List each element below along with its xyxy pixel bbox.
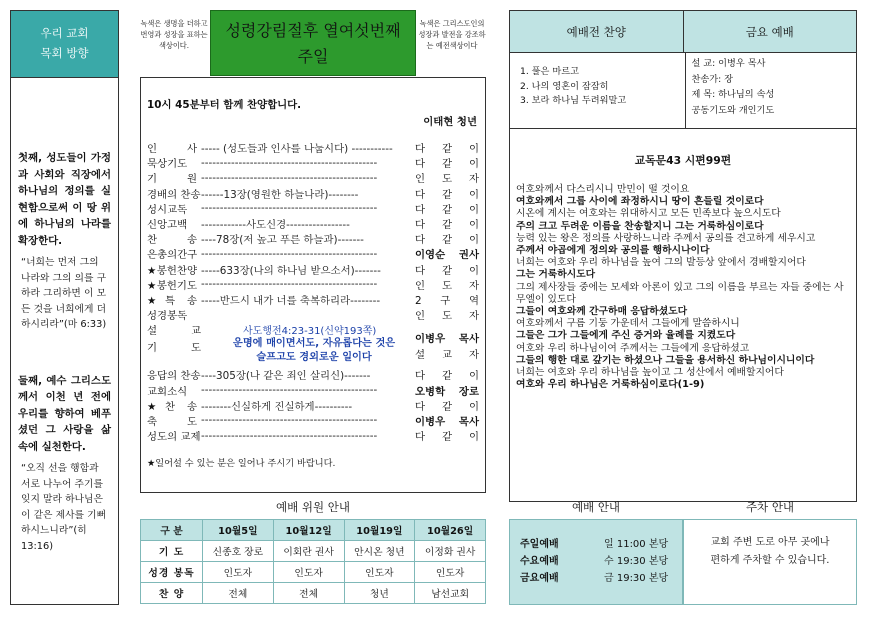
- staff-name-cell: 전체: [203, 583, 274, 604]
- order-row: [147, 246, 479, 261]
- order-item-person: 다 같 이: [415, 219, 479, 232]
- service-time-row: [520, 570, 682, 587]
- prayer-label: 기 도: [147, 342, 201, 355]
- staff-row: [141, 541, 486, 562]
- friday-info-line: 제 목: 하나님의 속성: [691, 89, 775, 100]
- prayer-person: 설 교 자: [415, 349, 479, 362]
- order-row: [147, 201, 479, 216]
- staff-header-cell: 10월26일: [415, 520, 486, 541]
- reading-line: 그는 거룩하시도다: [516, 269, 596, 281]
- order-item-name: 성도의 교제: [147, 431, 201, 444]
- reading-line: 여호와께서 다스리시니 만민이 떨 것이요: [516, 184, 690, 195]
- staff-title: 예배 위원 안내: [276, 500, 350, 514]
- order-row: [147, 307, 479, 322]
- order-item-person: 다 같 이: [415, 400, 479, 413]
- staff-row: [141, 562, 486, 583]
- reading-line: 여호와 우리 하나님은 거룩하심이로다(1-9): [516, 379, 705, 391]
- friday-worship-heading: 금요 예배: [684, 11, 857, 52]
- order-item-content: ------13장(영원한 하늘나라)--------: [201, 188, 359, 201]
- friday-info-line: 공동기도와 개인기도: [691, 104, 775, 116]
- order-item-name: ★특 송: [147, 294, 197, 307]
- staff-name-cell: 인도자: [273, 562, 344, 583]
- staff-header-cell: 10월12일: [273, 520, 344, 541]
- reading-line: 그들이 여호와께 간구하매 응답하셨도다: [516, 306, 688, 318]
- order-item-content: -----------------------------------------------: [201, 171, 378, 184]
- parking-title: 주차 안내: [745, 500, 795, 514]
- order-row: [147, 262, 479, 277]
- order-row: [147, 216, 479, 231]
- reading-line: 너희는 여호와 우리 하나님을 높여 그의 발등상 앞에서 경배할지어다: [516, 257, 806, 269]
- order-item-person: 다 같 이: [415, 203, 479, 216]
- friday-info-line: 찬송가: 장: [691, 73, 734, 85]
- sermon-block: [147, 322, 479, 367]
- order-item-person: 2 구 역: [415, 294, 479, 307]
- order-item-name: 인 사: [147, 143, 197, 156]
- order-item-content: -----------------------------------------------: [201, 429, 378, 442]
- reading-line: 주의 크고 두려운 이름을 찬송할지니 그는 거룩하심이로다: [516, 220, 764, 232]
- order-item-person: 인 도 자: [415, 310, 479, 323]
- order-item-name: ★봉헌찬양: [147, 264, 197, 277]
- order-item-name: 경배의 찬송: [147, 188, 201, 201]
- sermon-title: 운명에 매이면서도, 자유롭다는 것은 슬프고도 경외로운 일이다: [233, 338, 396, 364]
- service-name: 수요예배: [520, 556, 559, 567]
- order-item-name: ★봉헌기도: [147, 279, 197, 292]
- reading-line: 너희는 여호와 우리 하나님을 높이고 그 성산에서 예배할지어다: [516, 367, 784, 379]
- service-name: 금요예배: [520, 573, 559, 584]
- order-row: [147, 186, 479, 201]
- worship-staff-table: [140, 519, 486, 604]
- order-item-person: 인 도 자: [415, 173, 479, 186]
- order-item-person: 오병학 장로: [415, 385, 479, 398]
- order-row: [147, 428, 479, 443]
- staff-name-cell: 이회란 권사: [273, 541, 344, 562]
- song-item: 1. 풀은 마르고: [520, 66, 579, 77]
- praise-intro: 10시 45분부터 함께 찬양합니다.: [147, 99, 302, 111]
- order-item-content: ------------사도신경-----------------: [201, 219, 350, 232]
- staff-name-cell: 이정화 권사: [415, 541, 486, 562]
- staff-role-cell: 찬 양: [141, 583, 203, 604]
- church-direction-panel: [10, 10, 119, 605]
- service-time-row: [520, 553, 682, 570]
- order-item-person: 이영순 권사: [415, 249, 479, 262]
- order-row: [147, 155, 479, 170]
- order-row: [147, 277, 479, 292]
- direction-quote-2: “오직 선을 행함과 서로 나누어 주기를 잊지 말라 하나님은 이 같은 제사를 기뻐하시느니라”(히 13:16): [21, 463, 107, 552]
- reading-line: 주께서 야곱에게 정의와 공의를 행하시나이다: [516, 245, 710, 257]
- order-row: [147, 140, 479, 155]
- order-item-content: ----305장(나 같은 죄인 살리신)-------: [201, 370, 371, 383]
- reading-line: 여호와께서 구름 기둥 가운데서 그들에게 말씀하시니: [516, 318, 740, 330]
- sermon-person: 이병우 목사: [415, 333, 479, 346]
- service-time-row: [520, 536, 682, 553]
- staff-name-cell: 청년: [344, 583, 415, 604]
- order-item-person: 다 같 이: [415, 158, 479, 171]
- worship-order: [140, 77, 486, 493]
- green-note-left: 녹색은 생명을 더하고 번영과 성장을 표하는 색상이다.: [140, 19, 208, 50]
- direction-quote-1: “너희는 먼저 그의 나라와 그의 의를 구하라 그리하면 이 모든 것을 너희에게 더하시리라”(마 6:33): [21, 257, 107, 330]
- order-item-name: ★찬 송: [147, 400, 197, 413]
- pre-worship-songs: [510, 53, 686, 128]
- order-row: [147, 231, 479, 246]
- order-item-name: 신앙고백: [147, 219, 188, 232]
- order-item-content: ----78장(저 높고 푸른 하늘과)-------: [201, 234, 364, 247]
- service-time: 수 19:30 본당: [604, 556, 669, 567]
- reading-line: 여호와 우리 하나님이여 주께서는 그들에게 응답하셨고: [516, 342, 750, 354]
- order-item-content: -----반드시 내가 너를 축복하리라--------: [201, 294, 381, 307]
- order-item-content: -----------------------------------------------: [201, 278, 378, 291]
- order-row: [147, 170, 479, 185]
- reading-line: 그들은 그가 그들에게 주신 증거와 율례를 지켰도다: [516, 330, 736, 342]
- staff-name-cell: 남선교회: [415, 583, 486, 604]
- order-item-person: 이병우 목사: [415, 415, 479, 428]
- church-direction-title: 우리 교회 목회 방향: [11, 11, 118, 78]
- order-item-person: 다 같 이: [415, 431, 479, 444]
- scripture-verse: 사도행전4:23-31(신약193쪽): [243, 326, 377, 338]
- order-item-name: 성경봉독: [147, 310, 188, 323]
- staff-header-cell: 10월5일: [203, 520, 274, 541]
- order-item-name: 은총의간구: [147, 249, 198, 262]
- order-row: [147, 398, 479, 413]
- service-times-title: 예배 안내: [571, 500, 621, 514]
- order-item-name: 묵상기도: [147, 158, 188, 171]
- order-item-content: ----- (성도들과 인사를 나눕시다) -----------: [201, 143, 393, 156]
- order-row: [147, 382, 479, 397]
- staff-name-cell: 안시온 청년: [344, 541, 415, 562]
- service-time: 일 11:00 본당: [604, 539, 669, 550]
- staff-name-cell: 인도자: [203, 562, 274, 583]
- pre-worship-songs-heading: 예배전 찬양: [510, 11, 684, 52]
- sermon-label: 설 교: [147, 325, 201, 338]
- friday-info-line: 설 교: 이병우 목사: [691, 58, 766, 69]
- standing-note: ★일어설 수 있는 분은 일어나 주시기 바랍니다.: [147, 458, 336, 470]
- order-item-content: -----------------------------------------------: [201, 156, 378, 169]
- staff-name-cell: 인도자: [415, 562, 486, 583]
- order-row: [147, 292, 479, 307]
- direction-point-2: 둘째, 예수 그리스도께서 이천 년 전에 우리를 향하여 베푸셨던 그 사랑을 삶 속에 실천한다.: [18, 374, 111, 453]
- staff-name-cell: 전체: [273, 583, 344, 604]
- bulletin-header: [140, 10, 486, 76]
- order-item-content: -----------------------------------------------: [201, 384, 378, 397]
- staff-name-cell: 신종호 장로: [203, 541, 274, 562]
- order-row: [147, 413, 479, 428]
- order-item-name: 찬 송: [147, 234, 197, 247]
- service-time: 금 19:30 본당: [604, 573, 669, 584]
- right-panel: [509, 10, 857, 502]
- order-item-person: 다 같 이: [415, 370, 479, 383]
- reading-line: 그들의 행한 대로 갚기는 하셨으나 그들을 용서하신 하나님이시니이다: [516, 354, 815, 366]
- reading-line: 시온에 계시는 여호와는 위대하시고 모든 민족보다 높으시도다: [516, 208, 781, 220]
- order-item-name: 축 도: [147, 415, 197, 428]
- staff-role-cell: 성경 봉독: [141, 562, 203, 583]
- parking-info: 교회 주변 도로 아무 곳에나 편하게 주차할 수 있습니다.: [683, 519, 857, 605]
- service-times: [509, 519, 683, 605]
- staff-header-cell: 구 분: [141, 520, 203, 541]
- order-item-content: -----------------------------------------------: [201, 414, 378, 427]
- friday-worship-info: [686, 53, 857, 128]
- green-note-right: 녹색은 그리스도인의 성장과 발전을 강조하는 예전색상이다: [418, 19, 486, 50]
- order-item-person: 다 같 이: [415, 264, 479, 277]
- staff-header-cell: 10월19일: [344, 520, 415, 541]
- staff-role-cell: 기 도: [141, 541, 203, 562]
- song-item: 3. 보라 하나님 두려워말고: [520, 95, 627, 106]
- order-item-person: 다 같 이: [415, 188, 479, 201]
- reading-line: 그의 제사장들 중에는 모세와 아론이 있고 그의 이름을 부르는 자들 중에는 사무엘이 있도다: [516, 281, 844, 305]
- sunday-title: 성령강림절후 열여섯번째 주일: [210, 10, 416, 76]
- responsive-reading-title: 교독문43 시편99편: [634, 154, 732, 167]
- responsive-reading-text: [510, 168, 856, 391]
- order-item-person: 인 도 자: [415, 279, 479, 292]
- staff-row: [141, 583, 486, 604]
- order-item-name: 기 원: [147, 173, 197, 186]
- order-item-name: 응답의 찬송: [147, 370, 201, 383]
- direction-point-1: 첫째, 성도들이 가정과 사회와 직장에서 하나님의 정의를 실현함으로써 이 땅 위에 하나님의 나라를 확장한다.: [18, 152, 111, 247]
- order-item-content: -----------------------------------------------: [201, 202, 378, 215]
- reading-line: 능력 있는 왕은 정의를 사랑하느니라 주께서 공의를 견고하게 세우시고: [516, 232, 816, 244]
- order-row: [147, 367, 479, 382]
- service-name: 주일예배: [520, 539, 559, 550]
- order-item-content: -----------------------------------------------: [201, 247, 378, 260]
- praise-leader: 이태현 청년: [423, 116, 477, 128]
- reading-line: 여호와께서 그룹 사이에 좌정하시니 땅이 흔들릴 것이로다: [516, 196, 764, 208]
- order-item-name: 성시교독: [147, 203, 188, 216]
- staff-name-cell: 인도자: [344, 562, 415, 583]
- order-item-person: 다 같 이: [415, 143, 479, 156]
- order-item-name: 교회소식: [147, 385, 188, 398]
- order-item-person: 다 같 이: [415, 234, 479, 247]
- order-item-content: -----633장(나의 하나님 받으소서)-------: [201, 264, 381, 277]
- song-item: 2. 나의 영혼이 잠잠히: [520, 80, 609, 92]
- order-item-content: --------신실하게 진실하게----------: [201, 400, 353, 413]
